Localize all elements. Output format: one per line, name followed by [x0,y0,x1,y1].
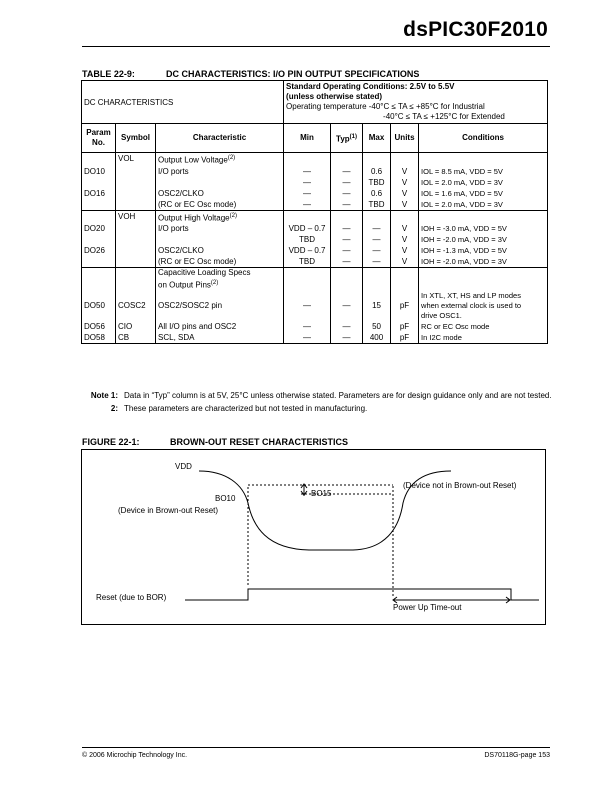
col-characteristic: Characteristic [156,124,284,153]
table-header-conditions-row [82,81,548,124]
cell-param: DO26 [82,245,116,256]
cell-typ: — [331,256,363,268]
conditions-line-4: -40°C ≤ TA ≤ +125°C for Extended [383,112,505,121]
figure-caption [82,437,348,447]
document-title: dsPIC30F2010 [403,18,548,41]
cell-characteristic [156,210,284,223]
cell-min: — [284,332,331,344]
footnote-ref: (2) [229,212,237,219]
do50-condition-line-2: when external clock is used to [421,300,522,310]
cell-typ: — [331,177,363,188]
cell-symbol: CIO [116,321,156,332]
cell-max: TBD [363,199,391,211]
cell-max: — [363,245,391,256]
cell-min [284,268,331,291]
cell-min: — [284,321,331,332]
cell-param: DO50 [82,291,116,321]
do50-condition-line-3: drive OSC1. [421,310,462,320]
cell-symbol [116,199,156,211]
cell-characteristic: (RC or EC Osc mode) [156,256,284,268]
cell-units: pF [391,321,419,332]
table-row [82,199,548,211]
standard-operating-conditions [284,81,548,124]
conditions-line-1: Standard Operating Conditions: 2.5V to 5.5V [286,82,455,91]
column-header-row [82,124,548,153]
cell-conditions [419,268,548,291]
col-typ [331,124,363,153]
cell-typ: — [331,166,363,177]
cell-conditions [419,291,548,321]
cell-max: — [363,223,391,234]
cell-characteristic: OSC2/CLKO [156,245,284,256]
cell-param [82,177,116,188]
cell-max: 0.6 [363,188,391,199]
cell-conditions [419,210,548,223]
table-row [82,256,548,268]
cell-min: — [284,177,331,188]
cell-max: — [363,256,391,268]
page-number: DS70118G-page 153 [484,752,550,759]
cell-characteristic: OSC2/CLKO [156,188,284,199]
table-caption [82,69,419,79]
figure-title: BROWN-OUT RESET CHARACTERISTICS [170,437,348,447]
col-units: Units [391,124,419,153]
cell-max: — [363,234,391,245]
cell-min: TBD [284,256,331,268]
col-min: Min [284,124,331,153]
reset-waveform [185,589,539,600]
do50-condition-line-1: In XTL, XT, HS and LP modes [421,290,521,300]
cell-units: V [391,188,419,199]
cell-typ: — [331,223,363,234]
cell-characteristic: I/O ports [156,223,284,234]
cell-symbol [116,223,156,234]
cell-param: DO10 [82,166,116,177]
cell-typ: — [331,188,363,199]
footer-rule [82,747,550,748]
cell-typ: — [331,234,363,245]
cell-symbol [116,188,156,199]
cell-param: DO56 [82,321,116,332]
cell-typ: — [331,291,363,321]
conditions-line-3: Operating temperature -40°C ≤ TA ≤ +85°C for Industrial [286,102,485,111]
table-row [82,332,548,344]
cell-conditions: IOL = 2.0 mA, VDD = 3V [419,199,548,211]
vdd-label: VDD [175,462,192,471]
capacitive-loading-title-2: on Output Pins [158,280,211,290]
cell-symbol: CB [116,332,156,344]
cell-symbol: VOL [116,153,156,166]
reset-label: Reset (due to BOR) [96,593,167,602]
table-row [82,188,548,199]
cell-units: V [391,234,419,245]
cell-symbol [116,166,156,177]
cell-conditions: IOH = -3.0 mA, VDD = 5V [419,223,548,234]
table-label: TABLE 22-9: [82,69,135,79]
bo10-label: BO10 [215,494,236,503]
cell-conditions: In I2C mode [419,332,548,344]
cell-typ [331,153,363,166]
cell-conditions: RC or EC Osc mode [419,321,548,332]
cell-param [82,234,116,245]
note-2-label: 2: [110,404,118,413]
table-row [82,153,548,166]
cell-conditions: IOH = -2.0 mA, VDD = 3V [419,234,548,245]
cell-typ: — [331,199,363,211]
table-row [82,321,548,332]
cell-param: DO20 [82,223,116,234]
figure-label: FIGURE 22-1: [82,437,140,447]
cell-characteristic: SCL, SDA [156,332,284,344]
capacitive-loading-title-1: Capacitive Loading Specs [158,268,251,278]
cell-param [82,199,116,211]
cell-symbol [116,177,156,188]
cell-typ: — [331,321,363,332]
cell-min: — [284,291,331,321]
cell-min: VDD – 0.7 [284,223,331,234]
cell-symbol [116,268,156,291]
cell-param: DO58 [82,332,116,344]
cell-units: V [391,199,419,211]
table-title: DC CHARACTERISTICS: I/O PIN OUTPUT SPECIFICATIONS [166,69,420,79]
cell-typ [331,210,363,223]
cell-max: 0.6 [363,166,391,177]
cell-min [284,210,331,223]
brown-out-reset-diagram [81,449,546,625]
cell-units: pF [391,291,419,321]
dc-characteristics-label: DC CHARACTERISTICS [82,81,284,124]
cell-max: 400 [363,332,391,344]
output-high-voltage-heading: Output High Voltage [158,213,230,223]
cell-param [82,256,116,268]
capacitive-loading-heading [156,268,284,291]
cell-typ: — [331,332,363,344]
cell-max [363,268,391,291]
cell-max: 15 [363,291,391,321]
note-2 [82,403,552,414]
cell-typ [331,268,363,291]
cell-units [391,153,419,166]
cell-characteristic: I/O ports [156,166,284,177]
title-rule [82,46,550,47]
table-row [82,245,548,256]
table-notes [82,390,552,414]
cell-conditions: IOL = 8.5 mA, VDD = 5V [419,166,548,177]
col-typ-label: Typ [336,134,350,144]
conditions-line-2: (unless otherwise stated) [286,92,383,101]
cell-max [363,210,391,223]
cell-units [391,210,419,223]
col-conditions: Conditions [419,124,548,153]
cell-characteristic: (RC or EC Osc mode) [156,199,284,211]
footnote-ref: (2) [210,280,219,287]
cell-units: V [391,177,419,188]
cell-param [82,210,116,223]
io-pin-output-spec-table [81,80,548,344]
col-symbol: Symbol [116,124,156,153]
cell-param: DO16 [82,188,116,199]
col-param: Param No. [82,124,116,153]
cell-conditions: IOH = -1.3 mA, VDD = 5V [419,245,548,256]
col-max: Max [363,124,391,153]
cell-typ: — [331,245,363,256]
cell-units: pF [391,332,419,344]
not-in-brown-out-label: (Device not in Brown-out Reset) [403,481,517,490]
cell-symbol: COSC2 [116,291,156,321]
table-row [82,234,548,245]
cell-units: V [391,166,419,177]
cell-characteristic [156,234,284,245]
cell-max: TBD [363,177,391,188]
cell-characteristic: All I/O pins and OSC2 [156,321,284,332]
cell-min: — [284,188,331,199]
note-2-text: These parameters are characterized but not tested in manufacturing. [124,404,368,413]
in-brown-out-label: (Device in Brown-out Reset) [118,506,219,515]
cell-conditions: IOL = 2.0 mA, VDD = 3V [419,177,548,188]
table-row [82,166,548,177]
cell-min: — [284,199,331,211]
cell-conditions: IOH = -2.0 mA, VDD = 3V [419,256,548,268]
cell-min [284,153,331,166]
cell-conditions: IOL = 1.6 mA, VDD = 5V [419,188,548,199]
cell-conditions [419,153,548,166]
note-1 [82,390,552,401]
cell-symbol [116,234,156,245]
table-row [82,223,548,234]
cell-symbol [116,256,156,268]
cell-min: VDD – 0.7 [284,245,331,256]
copyright: © 2006 Microchip Technology Inc. [82,752,188,759]
cell-characteristic [156,153,284,166]
cell-units [391,268,419,291]
col-typ-note: (1) [349,133,358,140]
table-row [82,177,548,188]
note-1-text: Data in “Typ” column is at 5V, 25°C unless otherwise stated. Parameters are for design guidance only and are not tested. [124,391,552,400]
table-row [82,268,548,291]
cell-characteristic [156,177,284,188]
table-row [82,291,548,321]
table-row [82,210,548,223]
bo15-label: BO15 [311,489,332,498]
cell-min: TBD [284,234,331,245]
cell-units: V [391,245,419,256]
cell-max [363,153,391,166]
cell-min: — [284,166,331,177]
note-1-label: Note 1: [90,391,118,400]
cell-symbol [116,245,156,256]
cell-param [82,153,116,166]
footnote-ref: (2) [227,155,236,161]
cell-param [82,268,116,291]
cell-max: 50 [363,321,391,332]
output-low-voltage-heading: Output Low Voltage [158,155,228,165]
power-up-timeout-label: Power Up Time-out [393,603,462,612]
cell-units: V [391,223,419,234]
cell-characteristic: OSC2/SOSC2 pin [156,291,284,321]
cell-symbol: VOH [116,210,156,223]
cell-units: V [391,256,419,268]
